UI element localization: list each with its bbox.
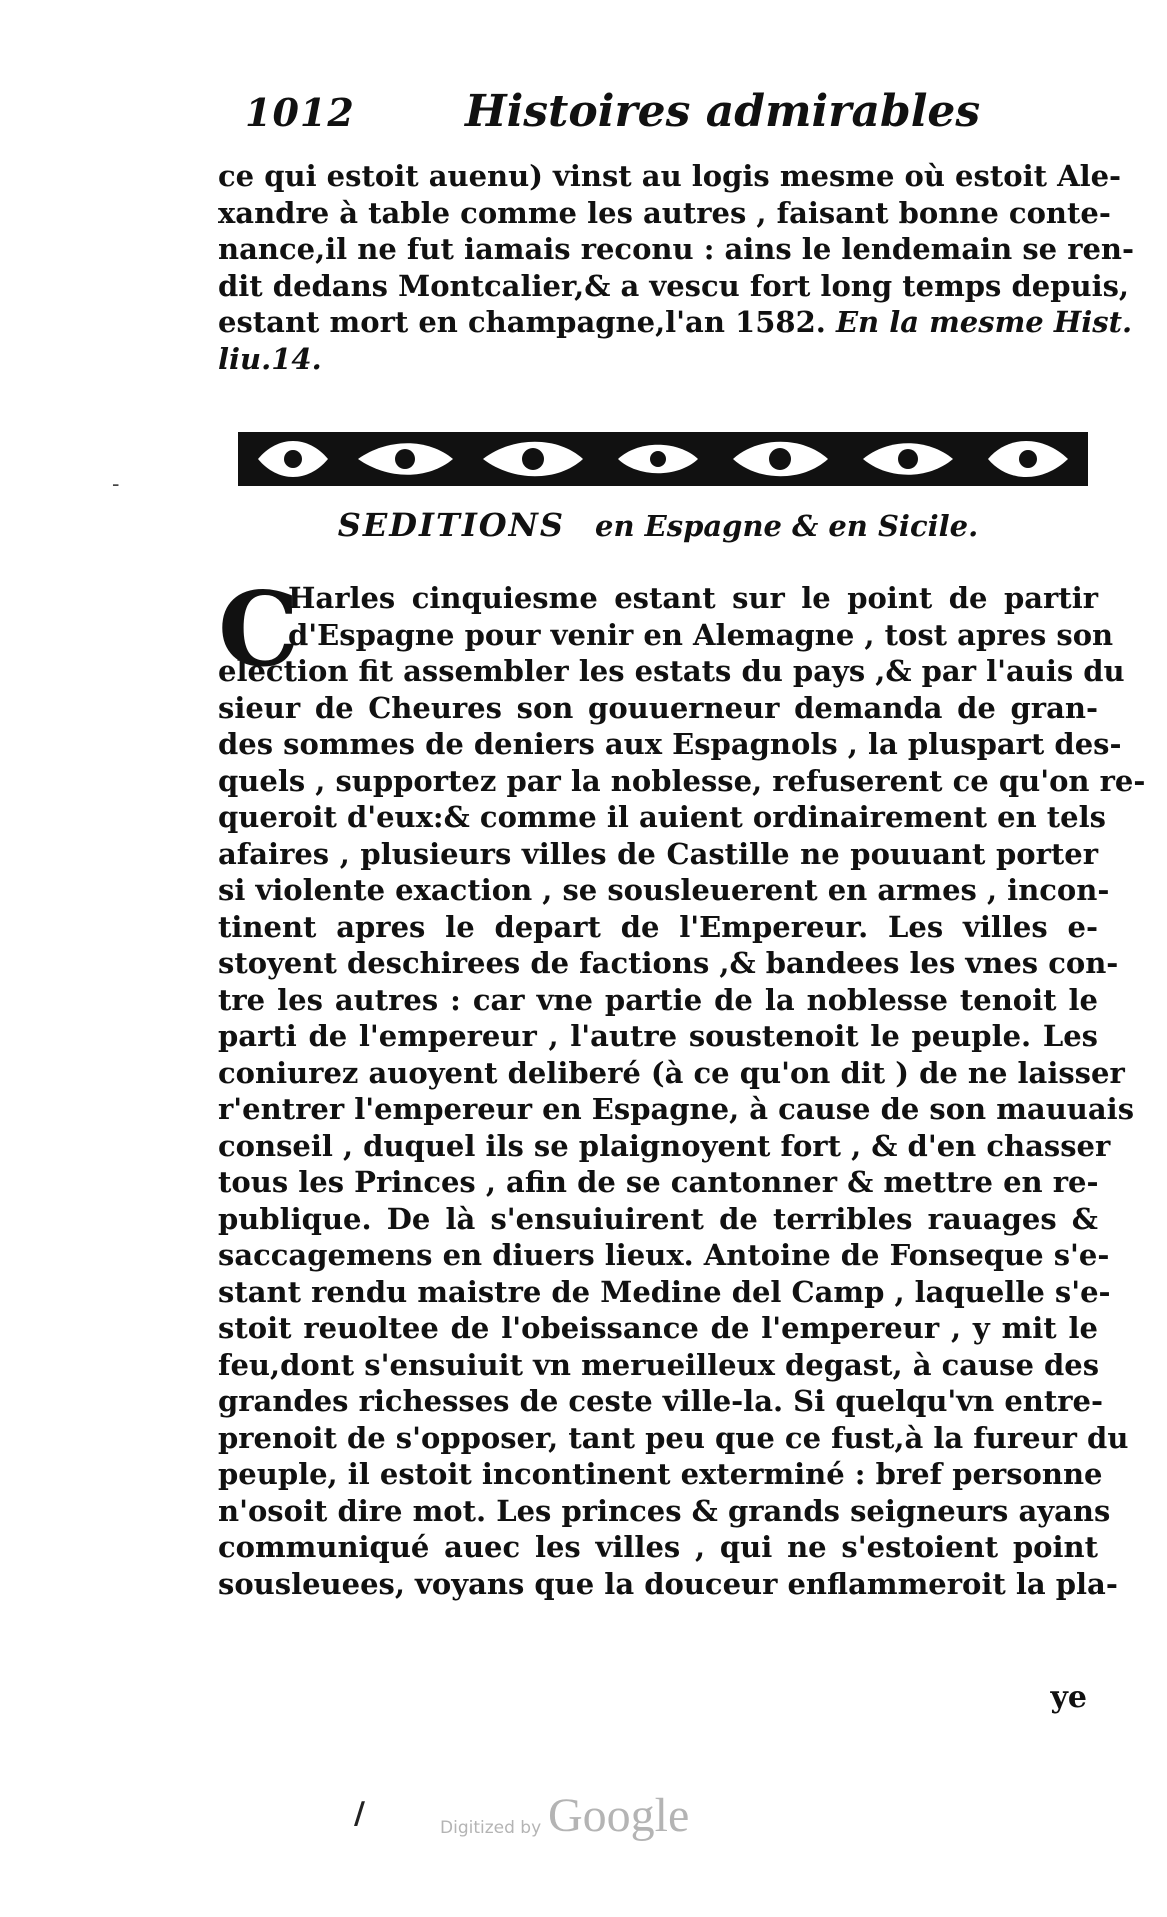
text-line: r'entrer l'empereur en Espagne, à cause de son mauuais (218, 1092, 1135, 1126)
text-line: n'osoit dire mot. Les princes & grands seigneurs ayans (218, 1493, 1111, 1528)
text-line: tre les autres : car vne partie de la noblesse tenoit le (218, 982, 1098, 1017)
text-line (218, 341, 1098, 378)
text-line: nance,il ne fut iamais reconu : ains le lendemain se ren- (218, 232, 1135, 266)
text-line: queroit d'eux:& comme il auient ordinairement en tels (218, 800, 1106, 834)
text-line: Harles cinquiesme estant sur le point de partir (288, 581, 1098, 615)
drop-cap: C (218, 570, 300, 690)
text-line: stoyent deschirees de factions ,& bandees les vnes con- (218, 946, 1119, 980)
text-line: si violente exaction , se sousleuerent en armes , incon- (218, 873, 1110, 907)
text-line: conseil , duquel ils se plaignoyent fort , & d'en chasser (218, 1128, 1111, 1163)
text-line: tous les Princes , afin de se cantonner & mettre en re- (218, 1165, 1099, 1199)
pen-mark: / (354, 1796, 365, 1831)
text-line: ce qui estoit auenu) vinst au logis mesme où estoit Ale- (218, 159, 1122, 193)
text-line: saccagemens en diuers lieux. Antoine de Fonseque s'e- (218, 1238, 1110, 1272)
text-line: d'Espagne pour venir en Alemagne , tost apres son (288, 617, 1114, 652)
text-line: xandre à table comme les autres , faisant bonne conte- (218, 195, 1111, 230)
page-number: 1012 (245, 90, 355, 135)
text-line-part: estant mort en champagne,l'an 1582. (218, 305, 836, 339)
text-line: sousleuees, voyans que la douceur enflammeroit la pla- (218, 1566, 1118, 1601)
text-line: prenoit de s'opposer, tant peu que ce fust,à la fureur du (218, 1420, 1129, 1455)
text-line: dit dedans Montcalier,& a vescu fort long temps depuis, (218, 268, 1130, 303)
digitization-watermark (440, 1788, 740, 1848)
ornamental-band (238, 430, 1088, 488)
text-line: des sommes de deniers aux Espagnols , la pluspart des- (218, 727, 1122, 761)
section-title (218, 506, 1098, 550)
text-line: publique. De là s'ensuiuirent de terribles rauages & (218, 1201, 1098, 1236)
text-line: grandes richesses de ceste ville-la. Si quelqu'vn entre- (218, 1384, 1104, 1418)
section-title-sub: en Espagne & en Sicile. (595, 509, 979, 543)
text-line: stant rendu maistre de Medine del Camp , laquelle s'e- (218, 1274, 1111, 1309)
text-line: sieur de Cheures son gouuerneur demanda de gran- (218, 690, 1098, 725)
running-head: Histoires admirables (465, 86, 981, 137)
watermark-logo: Google (548, 1789, 690, 1842)
citation-end: liu.14. (218, 341, 322, 376)
text-line: stoit reuoltee de l'obeissance de l'empereur , y mit le (218, 1311, 1098, 1345)
stray-mark: - (112, 472, 120, 497)
text-line: tinent apres le depart de l'Empereur. Les villes e- (218, 909, 1098, 944)
text-line: quels , supportez par la noblesse, refuserent ce qu'on re- (218, 763, 1146, 798)
text-line: coniurez auoyent deliberé (à ce qu'on dit ) de ne laisser (218, 1055, 1125, 1090)
text-line: communiqué auec les villes , qui ne s'estoient point (218, 1530, 1098, 1564)
text-line: parti de l'empereur , l'autre soustenoit le peuple. Les (218, 1019, 1098, 1053)
text-line: election fit assembler les estats du pays ,& par l'auis du (218, 654, 1125, 688)
page-header (225, 84, 1105, 144)
text-line (218, 304, 1133, 341)
main-paragraph (218, 570, 1146, 1602)
marginal-citation: En la mesme Hist. (835, 305, 1133, 339)
watermark-prefix: Digitized by (440, 1818, 542, 1838)
section-title-main: SEDITIONS (337, 506, 566, 544)
top-paragraph (218, 158, 1135, 377)
text-line: afaires , plusieurs villes de Castille ne pouuant porter (218, 836, 1098, 871)
catchword: ye (1050, 1680, 1087, 1715)
text-line: peuple, il estoit incontinent exterminé : bref personne (218, 1457, 1103, 1491)
text-line: feu,dont s'ensuiuit vn merueilleux degast, à cause des (218, 1347, 1100, 1382)
